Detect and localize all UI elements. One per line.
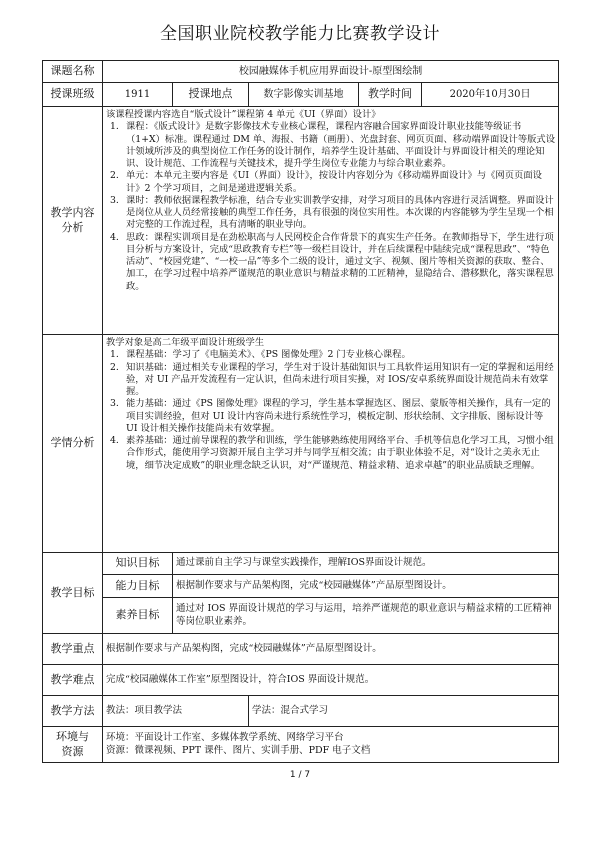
- list-item: 4. 素养基础：通过前导课程的教学和训练，学生能够熟练使用网络平台、手机等信息化学习工具，习惯小组合作形式，能使用学习资源开展自主学习并与同学互相交流；由于职业体验不足，对“设计之美永无止境，细节决定成败”的职业理念缺乏认识，对“严谨规范、精益求精、追求卓越”的职业品质缺乏理解。: [110, 435, 554, 471]
- content-analysis-body: [103, 107, 559, 335]
- list-item: 4. 思政：课程实训项目是在劲松职高与人民网校企合作背景下的真实生产任务。在教师指导下，学生进行项目分析与方案设计，完成“思政教育专栏”等一级栏目设计，并在后续课程中陆续完成“课程思政”、“特色活动”、“校园党建”、“一校一品”等多个二级的设计，通过文字、视频、图片等相关资源的获取、整合、加工，在学习过程中培养严谨规范的职业意识与精益求精的工匠精神，显隐结合、潜移默化，落实课程思政。: [110, 231, 554, 292]
- methods-label: 教学方法: [43, 696, 103, 727]
- place-value: 数字影像实训基地: [249, 83, 359, 107]
- time-value: 2020年10月30日: [422, 83, 559, 107]
- learner-analysis-intro: 教学对象是高二年级平面设计班级学生: [106, 337, 265, 348]
- teaching-method: 教法：项目教学法: [103, 696, 249, 727]
- literacy-objective-text: 通过对 IOS 界面设计规范的学习与运用，培养严谨规范的职业意识与精益求精的工匠精神等岗位职业素养。: [173, 598, 559, 634]
- topic-row: [43, 61, 559, 83]
- ability-objective-label: 能力目标: [103, 575, 173, 598]
- learner-analysis-body: [103, 335, 559, 553]
- key-points-text: 根据制作要求与产品架构图，完成“校园融媒体”产品原型图设计。: [103, 634, 559, 665]
- class-value: 1911: [103, 83, 173, 107]
- ability-objective-text: 根据制作要求与产品架构图，完成“校园融媒体”产品原型图设计。: [173, 575, 559, 598]
- knowledge-objective-label: 知识目标: [103, 553, 173, 575]
- knowledge-objective-text: 通过课前自主学习与课堂实践操作，理解IOS界面设计规范。: [173, 553, 559, 575]
- content-analysis-label: 教学内容分析: [43, 107, 103, 335]
- list-item: 3. 课时：教师依据课程教学标准，结合专业实训教学安排，对学习项目的具体内容进行灵活调整。界面设计是岗位从业人员经常接触的典型工作任务，具有很强的岗位实用性。本次课的内容能够为学生呈现一个相对完整的工作流过程，具有清晰的职业导向。: [110, 194, 554, 231]
- learner-analysis-row: [43, 335, 559, 553]
- environment-body: [103, 727, 559, 763]
- list-item: 2. 知识基础：通过相关专业课程的学习，学生对于设计基础知识与工具软件运用知识有一定的掌握和运用经验，对 UI 产品开发流程有一定认识，但尚未进行项目实操，对 IOS/安卓系统界面设计规范尚未有效掌握。: [110, 361, 554, 398]
- objective-row-knowledge: [43, 553, 559, 575]
- lesson-plan-table: [42, 60, 559, 763]
- environment-row: [43, 727, 559, 763]
- literacy-objective-label: 素养目标: [103, 598, 173, 634]
- methods-row: [43, 696, 559, 727]
- environment-label: 环境与 资源: [43, 727, 103, 763]
- difficulties-row: [43, 665, 559, 696]
- learner-analysis-label: 学情分析: [43, 335, 103, 553]
- list-item: 1. 课程：《版式设计》是数字影像技术专业核心课程，课程内容融合国家界面设计职业技能等级证书（1+X）标准。课程通过 DM 单、海报、书籍（画册）、光盘封套、网页页面、移动端界面设计等版式设计领域所涉及的典型岗位工作任务的设计制作，培养学生设计基础、平面设计与界面设计相关的理论知识、设计规范、工作流程与关键技术，提升学生岗位专业能力与综合职业素养。: [110, 121, 556, 170]
- page-number: 1 / 7: [289, 770, 311, 780]
- resources-text: 资源：微课视频、PPT 课件、图片、实训手册、PDF 电子文档: [106, 744, 371, 756]
- content-analysis-intro: 该课程授课内容选自“版式设计”课程第 4 单元《UI（界面）设计》: [106, 109, 381, 120]
- key-points-row: [43, 634, 559, 665]
- place-label: 授课地点: [173, 83, 249, 107]
- time-label: 教学时间: [359, 83, 422, 107]
- class-info-row: [43, 83, 559, 107]
- difficulties-text: 完成“校园融媒体工作室”原型图设计，符合IOS 界面设计规范。: [103, 665, 559, 696]
- key-points-label: 教学重点: [43, 634, 103, 665]
- topic-label: 课题名称: [43, 61, 103, 83]
- objective-row-literacy: [43, 598, 559, 634]
- list-item: 1. 课程基础：学习了《电脑美术》、《PS 图像处理》2 门专业核心课程。: [110, 349, 411, 361]
- class-label: 授课班级: [43, 83, 103, 107]
- list-item: 3. 能力基础：通过《PS 图像处理》课程的学习，学生基本掌握选区、图层、蒙版等相关操作，具有一定的项目实训经验，但对 UI 设计内容尚未进行系统性学习，模板定制、形状绘制、文字排版、图标设计等 UI 设计相关操作技能尚未有效掌握。: [110, 398, 551, 434]
- list-item: 2. 单元：本单元主要内容是《UI（界面）设计》，按设计内容划分为《移动端界面设计》与《网页页面设计》2 个学习项目，之间是递进逻辑关系。: [110, 170, 542, 194]
- objective-row-ability: [43, 575, 559, 598]
- objectives-label: 教学目标: [43, 553, 103, 634]
- document-title: 全国职业院校教学能力比赛教学设计: [160, 24, 440, 44]
- content-analysis-row: [43, 107, 559, 335]
- learning-method: 学法：混合式学习: [249, 696, 559, 727]
- topic-value: 校园融媒体手机应用界面设计-原型图绘制: [103, 61, 559, 83]
- difficulties-label: 教学难点: [43, 665, 103, 696]
- environment-text: 环境：平面设计工作室、多媒体教学系统、网络学习平台: [106, 731, 344, 743]
